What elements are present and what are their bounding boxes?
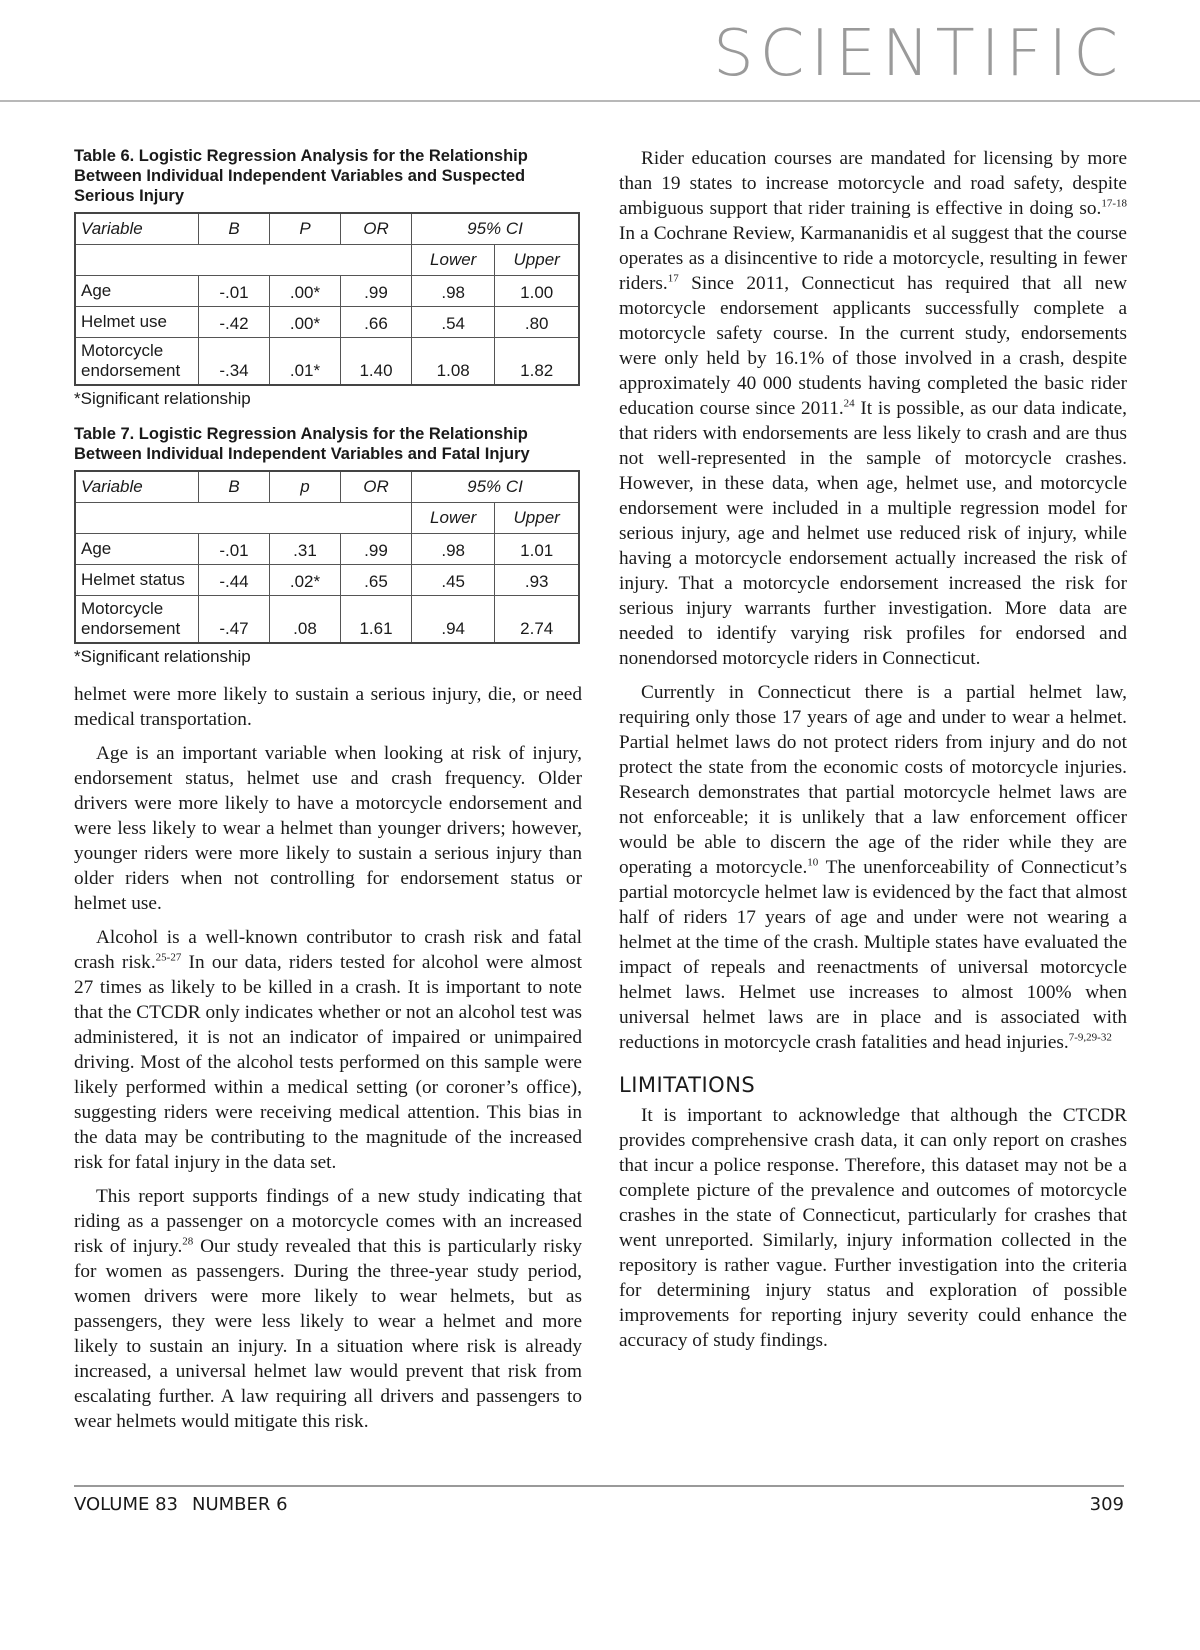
body-paragraph xyxy=(619,680,1127,1055)
footer-issue xyxy=(74,1494,288,1515)
cell-or: 1.61 xyxy=(341,596,412,644)
cell-b: -.44 xyxy=(199,565,270,596)
cell-upper: .93 xyxy=(495,565,579,596)
cell-upper: 1.01 xyxy=(495,534,579,565)
section-header: SCIENTIFIC xyxy=(713,17,1124,91)
header-b: B xyxy=(199,471,270,503)
header-upper: Upper xyxy=(495,245,579,276)
cell-or: .99 xyxy=(341,534,412,565)
cell-b: -.34 xyxy=(199,338,270,386)
table-header-row xyxy=(75,213,579,245)
cell-lower: .54 xyxy=(412,307,495,338)
cell-upper: .80 xyxy=(495,307,579,338)
header-ci: 95% CI xyxy=(412,471,580,503)
table-row xyxy=(75,596,579,644)
table-subheader-row xyxy=(75,503,579,534)
header-lower: Lower xyxy=(412,245,495,276)
citation-ref: 17 xyxy=(667,272,679,285)
cell-b: -.42 xyxy=(199,307,270,338)
text-run: The unenforceability of Connecticut’s partial motorcycle helmet law is evidenced by the fact that almost half of riders 17 years of age and under were not wearing a helmet at the time of the crash. Multiple states have evaluated the impact of repeals and reenactments of universal motorcycle helmet laws. Helmet use increases to almost 100% when universal helmet laws are in place and is associated with reductions in motorcycle crash fatalities and head injuries. xyxy=(619,857,1128,1053)
text-run: Currently in Connecticut there is a partial helmet law, requiring only those 17 years of age and under to wear a helmet. Partial helmet laws do not protect riders from injury and do not protect the state from the economic costs of motorcycle injuries. Research demonstrates that partial motorcycle helmet laws are not enforceable; it is unlikely that a law enforcement officer would be able to discern the age of the rider while they are operating a motorcycle. xyxy=(619,682,1127,878)
table-subheader-row xyxy=(75,245,579,276)
header-or: OR xyxy=(341,213,412,245)
table-6 xyxy=(74,212,580,386)
cell-lower: .98 xyxy=(412,534,495,565)
header-divider xyxy=(0,100,1200,102)
cell-b: -.01 xyxy=(199,534,270,565)
cell-or: .66 xyxy=(341,307,412,338)
citation-ref: 17-18 xyxy=(1101,197,1127,210)
cell-variable: Age xyxy=(75,534,199,565)
cell-variable: Helmet use xyxy=(75,307,199,338)
text-run: It is possible, as our data indicate, that riders with endorsements are less likely to crash and are thus not well-represented in the sample of motorcycle crashes. However, in these data, when age, helmet use, and motorcycle endorsement were included in a multiple regression model for serious injury, age and helmet use reduced risk of injury, while having a motorcycle endorsement actually increased the risk of injury. That a motorcycle endorsement increased the risk for serious injury warrants further investigation. More data are needed to identify varying risk profiles for endorsed and nonendorsed motorcycle riders in Connecticut. xyxy=(619,398,1127,669)
header-p: p xyxy=(270,471,341,503)
cell-upper: 1.82 xyxy=(495,338,579,386)
cell-or: .65 xyxy=(341,565,412,596)
text-run: In our data, riders tested for alcohol were almost 27 times as likely to be killed in a crash. It is important to note that the CTCDR only indicates whether or not an alcohol test was administered, it is not an indicator of impaired or unimpaired driving. Most of the alcohol tests performed on this sample were likely performed within a medical setting (or coroner’s office), suggesting riders were receiving medical attention. This bias in the data may be contributing to the magnitude of the increased risk for fatal injury in the data set. xyxy=(74,952,582,1173)
cell-variable: Motorcycle endorsement xyxy=(75,596,199,644)
body-paragraph xyxy=(74,1184,582,1434)
text-run: Our study revealed that this is particularly risky for women as passengers. During the three-year study period, women drivers were more likely to wear helmets, but as passengers, they were less likely to wear a helmet and more likely to sustain an injury. In a situation where risk is already increased, a universal helmet law would prevent that risk from escalating further. A law requiring all drivers and passengers to wear helmets would mitigate this risk. xyxy=(74,1236,582,1432)
table-row xyxy=(75,307,579,338)
cell-variable: Age xyxy=(75,276,199,307)
header-p: P xyxy=(270,213,341,245)
table-row xyxy=(75,534,579,565)
cell-b: -.01 xyxy=(199,276,270,307)
header-variable: Variable xyxy=(75,471,199,503)
text-run: In a Cochrane Review, Karmananidis et al suggest that the course operates as a disincentive to ride a motorcycle, resulting in fewer riders. xyxy=(619,223,1127,294)
left-column xyxy=(74,146,582,1434)
cell-variable: Motorcycle endorsement xyxy=(75,338,199,386)
header-variable: Variable xyxy=(75,213,199,245)
footer-volume: VOLUME 83 xyxy=(74,1494,179,1515)
cell-lower: 1.08 xyxy=(412,338,495,386)
body-paragraph: It is important to acknowledge that although the CTCDR provides comprehensive crash data, it can only report on crashes that incur a police response. Therefore, this dataset may not be a complete picture of the prevalence and outcomes of motorcycle crashes in the state of Connecticut, particularly for crashes that went unreported. Similarly, injury information collected in the repository is rather vague. Further investigation into the criteria for determining injury status and exploration of possible improvements for reporting injury severity could enhance the accuracy of study findings. xyxy=(619,1105,1127,1351)
subheader-blank xyxy=(75,503,412,534)
citation-ref: 25-27 xyxy=(155,951,182,964)
body-paragraph xyxy=(74,925,582,1175)
table-row xyxy=(75,338,579,386)
body-paragraph: Age is an important variable when looking at risk of injury, endorsement status, helmet use and crash frequency. Older drivers were more likely to have a motorcycle endorsement and were less likely to wear a helmet than younger drivers; however, younger riders were more likely to sustain a serious injury than older riders when not controlling for endorsement status or helmet use. xyxy=(74,743,582,914)
cell-lower: .98 xyxy=(412,276,495,307)
cell-p: .08 xyxy=(270,596,341,644)
citation-ref: 7-9,29-32 xyxy=(1068,1031,1112,1044)
table-row xyxy=(75,276,579,307)
footer-divider xyxy=(74,1485,1124,1487)
text-run: Alcohol is a well-known contributor to crash risk and fatal crash risk. xyxy=(74,927,582,973)
table-7-note: *Significant relationship xyxy=(74,647,251,666)
citation-ref: 24 xyxy=(843,397,855,410)
header-lower: Lower xyxy=(412,503,495,534)
cell-p: .00* xyxy=(270,307,341,338)
cell-variable: Helmet status xyxy=(75,565,199,596)
table-6-caption: Table 6. Logistic Regression Analysis for the Relationship Between Individual Independent Variables and Suspected Serious Injury xyxy=(74,147,528,205)
right-column xyxy=(619,146,1127,1353)
citation-ref: 28 xyxy=(182,1235,194,1248)
header-upper: Upper xyxy=(495,503,579,534)
table-header-row xyxy=(75,471,579,503)
text-run: Since 2011, Connecticut has required that all new motorcycle endorsement applicants successfully complete a motorcycle safety course. In the current study, endorsements were only held by 16.1% of those involved in a crash, despite approximately 40 000 students having completed the basic rider education course since 2011. xyxy=(619,273,1127,419)
cell-p: .01* xyxy=(270,338,341,386)
footer-number: NUMBER 6 xyxy=(192,1494,288,1515)
table-7 xyxy=(74,470,580,644)
text-run: Rider education courses are mandated for licensing by more than 19 states to increase motorcycle and road safety, despite ambiguous support that rider training is effective in doing so. xyxy=(619,148,1127,219)
cell-b: -.47 xyxy=(199,596,270,644)
header-ci: 95% CI xyxy=(412,213,580,245)
citation-ref: 10 xyxy=(807,856,819,869)
cell-or: 1.40 xyxy=(341,338,412,386)
cell-p: .00* xyxy=(270,276,341,307)
body-paragraph: helmet were more likely to sustain a serious injury, die, or need medical transportation. xyxy=(74,684,582,730)
header-or: OR xyxy=(341,471,412,503)
limitations-heading: LIMITATIONS xyxy=(619,1073,756,1097)
cell-upper: 2.74 xyxy=(495,596,579,644)
table-7-caption: Table 7. Logistic Regression Analysis for the Relationship Between Individual Independent Variables and Fatal Injury xyxy=(74,425,530,463)
header-b: B xyxy=(199,213,270,245)
table-row xyxy=(75,565,579,596)
body-paragraph xyxy=(619,146,1127,671)
cell-lower: .45 xyxy=(412,565,495,596)
table-6-note: *Significant relationship xyxy=(74,389,251,408)
text-run: This report supports findings of a new study indicating that riding as a passenger on a motorcycle comes with an increased risk of injury. xyxy=(74,1186,582,1257)
cell-p: .02* xyxy=(270,565,341,596)
cell-upper: 1.00 xyxy=(495,276,579,307)
page-number: 309 xyxy=(1089,1494,1124,1515)
cell-or: .99 xyxy=(341,276,412,307)
cell-p: .31 xyxy=(270,534,341,565)
subheader-blank xyxy=(75,245,412,276)
cell-lower: .94 xyxy=(412,596,495,644)
